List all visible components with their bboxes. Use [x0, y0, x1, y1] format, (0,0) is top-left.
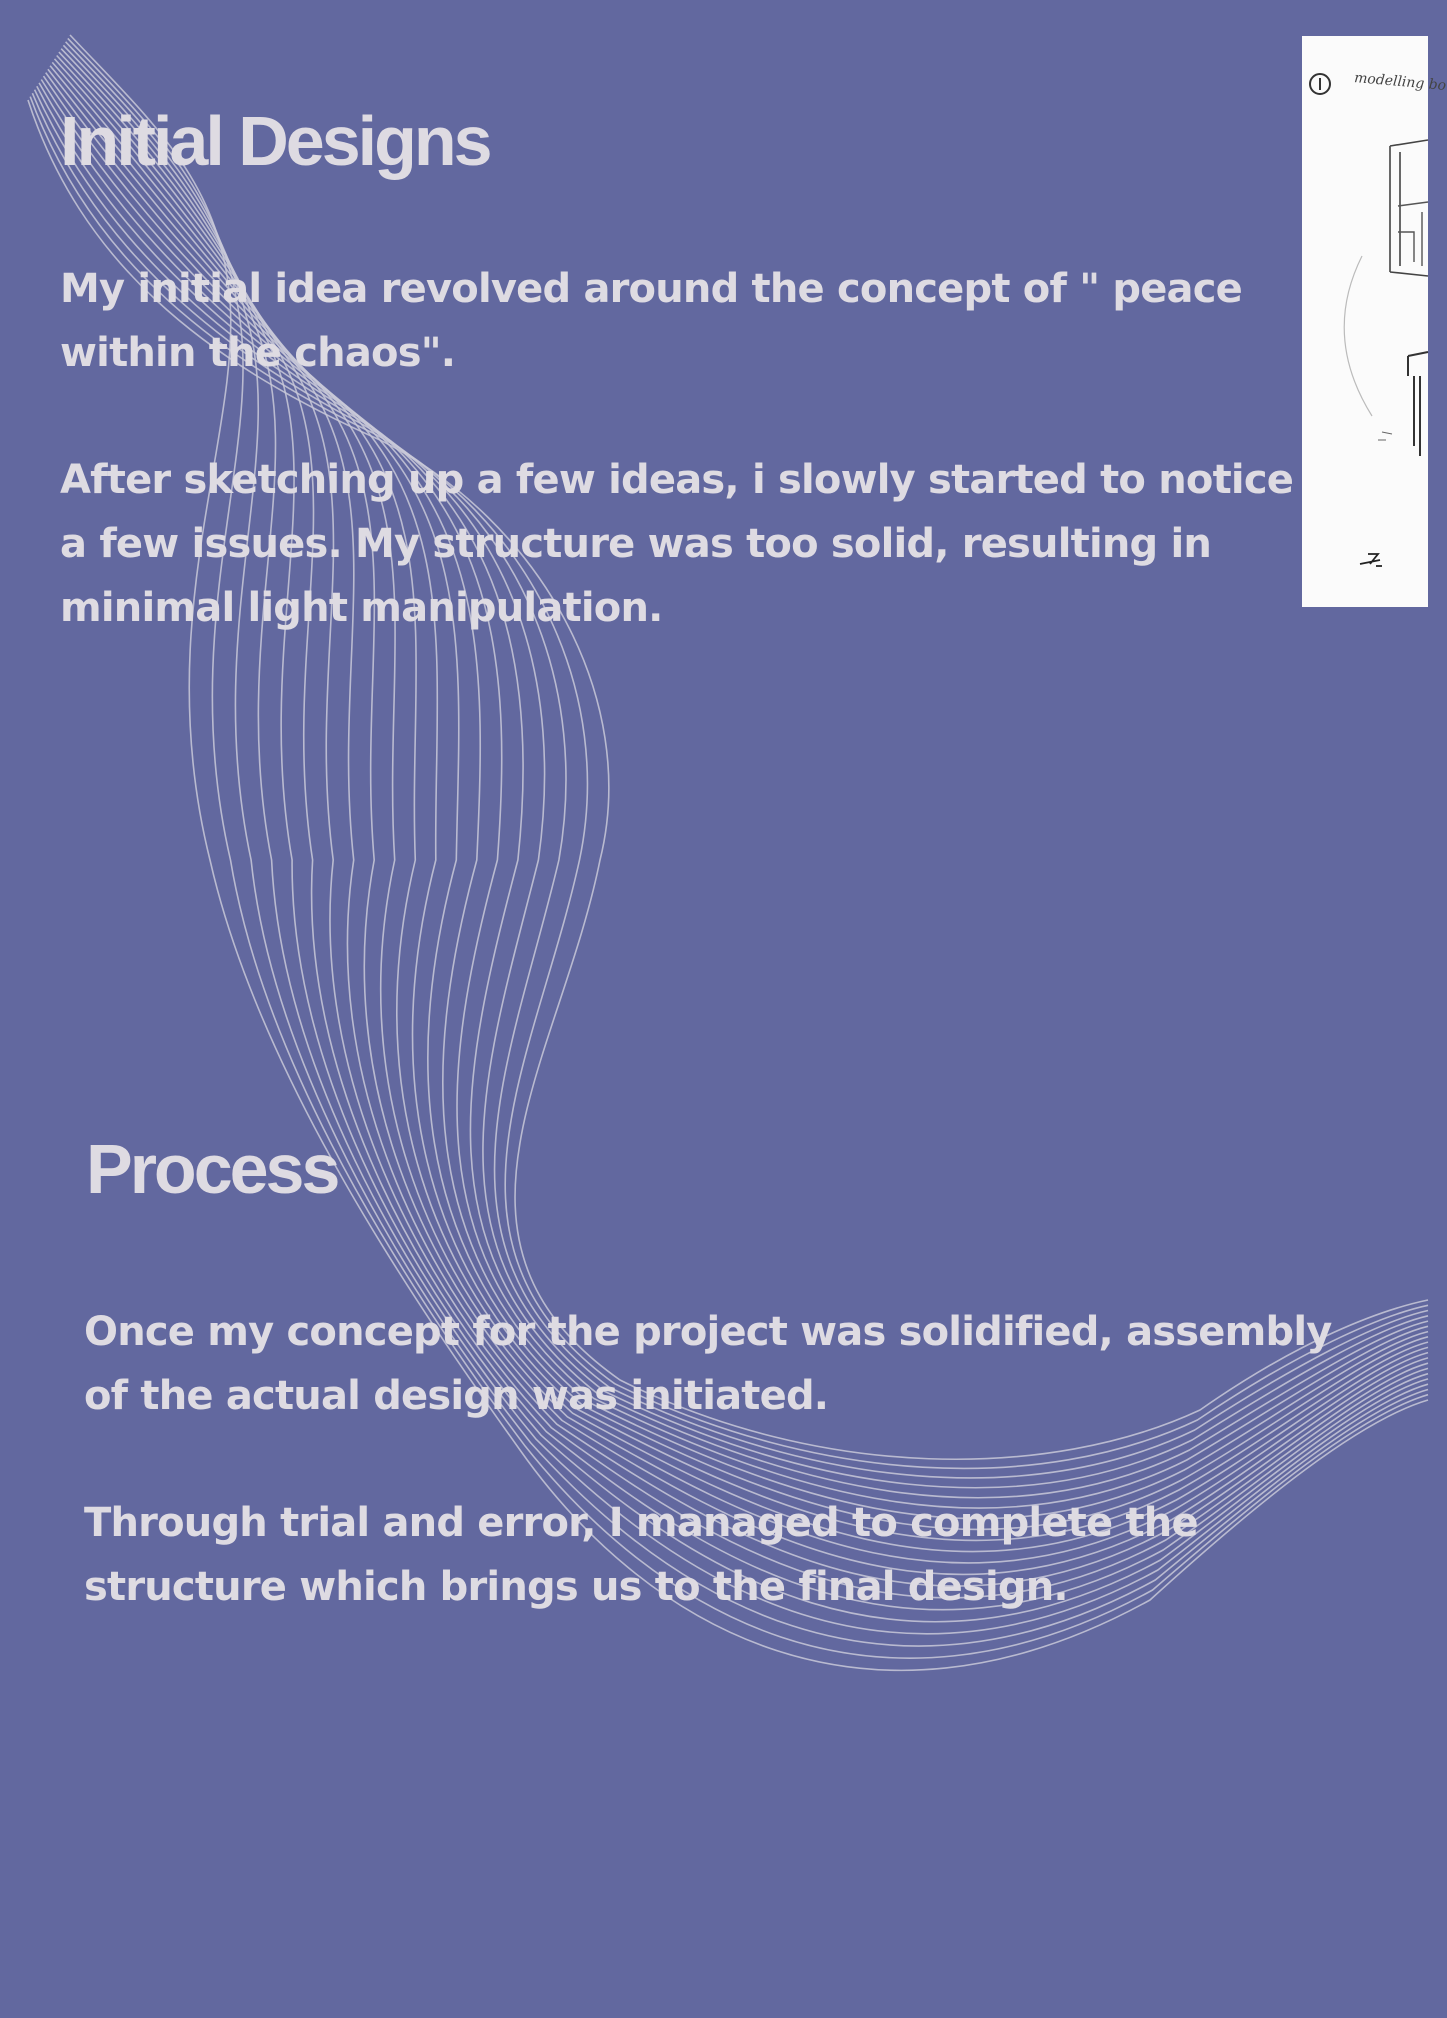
paragraph-sketching-issues: After sketching up a few ideas, i slowly started to notice a few issues. My structure was too solid, resulting in minimal light manipulation. [60, 457, 1294, 631]
heading-process: Process [86, 1130, 338, 1208]
sketch-drawing [1302, 36, 1428, 607]
sketch-image [1302, 36, 1447, 607]
paragraph-concept-solidified: Once my concept for the project was solidified, assembly of the actual design was initiated. [84, 1309, 1332, 1419]
sketch-handwritten-label: modelling bo [1353, 70, 1447, 94]
paragraph-initial-idea: My initial idea revolved around the concept of " peace within the chaos". [60, 266, 1242, 376]
heading-initial-designs: Initial Designs [60, 102, 490, 180]
paragraph-trial-and-error: Through trial and error, I managed to complete the structure which brings us to the final design. [84, 1500, 1198, 1610]
